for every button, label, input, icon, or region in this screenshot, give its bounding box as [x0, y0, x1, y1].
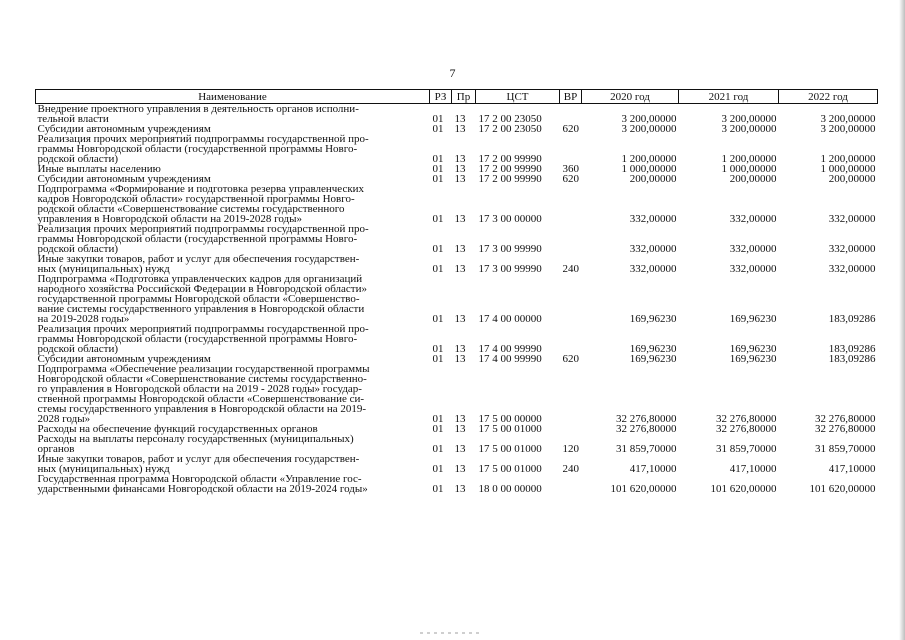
row-value-2021: 32 276,80000	[716, 423, 777, 435]
row-vr: 120	[562, 443, 579, 455]
header-vr: ВР	[560, 90, 582, 104]
table-row	[36, 434, 878, 454]
row-name-line: Реализация прочих мероприятий подпрограммы государственной про-	[37, 223, 369, 235]
row-rz: 01	[432, 423, 444, 435]
row-name-line: Реализация прочих мероприятий подпрограммы государственной про-	[37, 323, 369, 335]
row-cst: 17 2 00 99990	[478, 153, 542, 165]
row-value-2021: 200,00000	[729, 173, 777, 185]
row-name-line: родской области «Совершенствование системы государственного	[37, 203, 345, 215]
row-value-2022: 1 200,00000	[820, 153, 876, 165]
row-name-line: ных (муниципальных) нужд	[37, 263, 170, 275]
row-value-2020: 1 200,00000	[621, 153, 677, 165]
table-row	[36, 364, 878, 424]
row-cst: 17 5 00 01000	[478, 463, 542, 475]
row-name-line: государственной программы Новгородской области «Совершенство-	[37, 293, 360, 305]
row-name-line: Государственная программа Новгородской области «Управление гос-	[37, 473, 362, 485]
row-pr: 13	[454, 423, 466, 435]
row-cst: 18 0 00 00000	[478, 483, 542, 495]
header-pr: Пр	[452, 90, 476, 104]
row-value-2022: 3 200,00000	[820, 123, 876, 135]
row-value-2021: 169,96230	[729, 313, 777, 325]
row-value-2020: 3 200,00000	[621, 123, 677, 135]
row-name-line: Субсидии автономным учреждениям	[37, 173, 211, 185]
row-value-2022: 200,00000	[828, 173, 876, 185]
row-name-line: граммы Новгородской области (государственной программы Новго-	[37, 233, 358, 245]
row-value-2021: 3 200,00000	[721, 113, 777, 125]
table-header-row	[36, 90, 878, 104]
row-rz: 01	[432, 243, 444, 255]
row-cst: 17 2 00 23050	[478, 113, 542, 125]
row-cst: 17 3 00 00000	[478, 213, 542, 225]
table-row	[36, 274, 878, 324]
row-rz: 01	[432, 113, 444, 125]
row-pr: 13	[454, 353, 466, 365]
row-rz: 01	[432, 463, 444, 475]
row-vr: 620	[562, 173, 579, 185]
row-value-2021: 332,00000	[729, 263, 777, 275]
row-name-line: граммы Новгородской области (государственной программы Новго-	[37, 333, 358, 345]
row-value-2021: 32 276,80000	[716, 413, 777, 425]
row-value-2022: 31 859,70000	[815, 443, 876, 455]
row-pr: 13	[454, 163, 466, 175]
row-name-line: Иные закупки товаров, работ и услуг для обеспечения государствен-	[37, 253, 360, 265]
row-name	[36, 364, 430, 424]
row-rz: 01	[432, 153, 444, 165]
row-name	[36, 454, 430, 474]
row-name	[36, 274, 430, 324]
row-name	[36, 134, 430, 164]
header-name: Наименование	[36, 90, 430, 104]
row-cst: 17 4 00 00000	[478, 313, 542, 325]
row-rz: 01	[432, 173, 444, 185]
table-row	[36, 324, 878, 354]
row-pr: 13	[454, 123, 466, 135]
row-rz: 01	[432, 313, 444, 325]
scan-edge-shadow	[899, 0, 905, 640]
page-number: 7	[449, 66, 456, 80]
row-name	[36, 184, 430, 224]
row-name-line: стемы государственного управления в Новгородской области на 2019-	[37, 403, 367, 415]
header-2020: 2020 год	[582, 90, 679, 104]
row-value-2020: 1 000,00000	[621, 163, 677, 175]
row-value-2022: 417,10000	[828, 463, 876, 475]
header-rz: РЗ	[430, 90, 452, 104]
row-value-2021: 332,00000	[729, 243, 777, 255]
row-rz: 01	[432, 483, 444, 495]
row-name-line: Реализация прочих мероприятий подпрограммы государственной про-	[37, 133, 369, 145]
row-pr: 13	[454, 343, 466, 355]
row-pr: 13	[454, 483, 466, 495]
row-pr: 13	[454, 213, 466, 225]
row-name-line: кадров Новгородской области» государственной программы Новго-	[37, 193, 355, 205]
header-2021: 2021 год	[679, 90, 779, 104]
row-name-line: граммы Новгородской области (государственной программы Новго-	[37, 143, 358, 155]
row-value-2020: 169,96230	[629, 313, 677, 325]
row-pr: 13	[454, 113, 466, 125]
row-name-line: Иные закупки товаров, работ и услуг для обеспечения государствен-	[37, 453, 360, 465]
row-value-2022: 332,00000	[828, 243, 876, 255]
row-value-2021: 169,96230	[729, 353, 777, 365]
row-name-line: Подпрограмма «Обеспечение реализации государственной программы	[37, 363, 370, 375]
row-value-2020: 32 276,80000	[616, 413, 677, 425]
row-value-2020: 169,96230	[629, 343, 677, 355]
row-name-line: ственной программы Новгородской области «Совершенствование си-	[37, 393, 365, 405]
row-name-line: родской области)	[37, 243, 119, 255]
row-vr	[560, 104, 582, 125]
table-row	[36, 454, 878, 474]
row-cst: 17 3 00 99990	[478, 263, 542, 275]
row-value-2020: 101 620,00000	[610, 483, 677, 495]
row-name-line: Внедрение проектного управления в деятельность органов исполни-	[37, 103, 359, 115]
row-value-2020: 31 859,70000	[616, 443, 677, 455]
row-name	[36, 104, 430, 125]
row-cst: 17 5 00 01000	[478, 423, 542, 435]
row-vr	[560, 424, 582, 434]
row-cst: 17 5 00 01000	[478, 443, 542, 455]
row-value-2022: 183,09286	[828, 353, 876, 365]
row-value-2021: 417,10000	[729, 463, 777, 475]
row-value-2020: 200,00000	[629, 173, 677, 185]
table-row	[36, 474, 878, 494]
row-vr	[560, 224, 582, 254]
row-name	[36, 224, 430, 254]
row-value-2020: 332,00000	[629, 243, 677, 255]
table-row	[36, 104, 878, 125]
row-value-2022: 332,00000	[828, 213, 876, 225]
row-name-line: ударственными финансами Новгородской области на 2019-2024 годы»	[37, 483, 368, 495]
scan-artifact	[420, 632, 480, 634]
row-value-2020: 32 276,80000	[616, 423, 677, 435]
row-name-line: 2028 годы»	[37, 413, 91, 425]
row-name-line: Подпрограмма «Формирование и подготовка резерва управленческих	[37, 183, 365, 195]
row-vr: 360	[562, 163, 579, 175]
row-name	[36, 324, 430, 354]
row-value-2021: 101 620,00000	[710, 483, 777, 495]
row-value-2022: 332,00000	[828, 263, 876, 275]
row-name-line: тельной власти	[37, 113, 109, 125]
row-vr: 620	[562, 353, 579, 365]
row-cst: 17 2 00 99990	[478, 173, 542, 185]
row-value-2022: 3 200,00000	[820, 113, 876, 125]
row-pr: 13	[454, 463, 466, 475]
row-cst: 17 4 00 99990	[478, 343, 542, 355]
row-value-2021: 3 200,00000	[721, 123, 777, 135]
row-value-2021: 332,00000	[729, 213, 777, 225]
header-2022: 2022 год	[779, 90, 878, 104]
row-name-line: Новгородской области «Совершенствование системы государственно-	[37, 373, 367, 385]
row-value-2021: 31 859,70000	[716, 443, 777, 455]
row-value-2021: 1 000,00000	[721, 163, 777, 175]
row-rz: 01	[432, 123, 444, 135]
row-name-line: ных (муниципальных) нужд	[37, 463, 170, 475]
row-value-2022: 183,09286	[828, 313, 876, 325]
row-vr	[560, 364, 582, 424]
row-vr: 240	[562, 263, 579, 275]
row-cst: 17 3 00 99990	[478, 243, 542, 255]
row-value-2022: 32 276,80000	[815, 413, 876, 425]
row-vr: 620	[562, 123, 579, 135]
row-name-line: на 2019-2028 годы»	[37, 313, 130, 325]
row-value-2022: 183,09286	[828, 343, 876, 355]
row-vr	[560, 184, 582, 224]
table-row	[36, 224, 878, 254]
budget-table	[35, 89, 878, 494]
row-rz: 01	[432, 413, 444, 425]
table-row	[36, 254, 878, 274]
row-vr	[560, 274, 582, 324]
row-name-line: Расходы на выплаты персоналу государственных (муниципальных)	[37, 433, 354, 445]
row-cst: 17 2 00 99990	[478, 163, 542, 175]
row-value-2020: 332,00000	[629, 263, 677, 275]
row-rz: 01	[432, 343, 444, 355]
row-value-2021: 1 200,00000	[721, 153, 777, 165]
row-cst: 17 2 00 23050	[478, 123, 542, 135]
row-value-2022: 101 620,00000	[809, 483, 876, 495]
row-value-2020: 3 200,00000	[621, 113, 677, 125]
row-name-line: вание системы государственного управления в Новгородской области	[37, 303, 365, 315]
table-body	[36, 104, 878, 495]
row-name	[36, 434, 430, 454]
row-pr: 13	[454, 413, 466, 425]
row-name-line: родской области)	[37, 153, 119, 165]
table-row	[36, 184, 878, 224]
row-name	[36, 254, 430, 274]
row-rz: 01	[432, 443, 444, 455]
row-rz: 01	[432, 213, 444, 225]
row-name-line: органов	[37, 443, 75, 455]
row-pr: 13	[454, 243, 466, 255]
row-value-2021: 169,96230	[729, 343, 777, 355]
row-vr	[560, 324, 582, 354]
row-name	[36, 474, 430, 494]
row-value-2020: 169,96230	[629, 353, 677, 365]
row-name-line: Расходы на обеспечение функций государственных органов	[37, 423, 318, 435]
row-name-line: Субсидии автономным учреждениям	[37, 353, 211, 365]
row-name-line: Подпрограмма «Подготовка управленческих кадров для организаций	[37, 273, 363, 285]
row-value-2020: 332,00000	[629, 213, 677, 225]
row-pr: 13	[454, 263, 466, 275]
row-pr: 13	[454, 443, 466, 455]
row-rz: 01	[432, 353, 444, 365]
header-cst: ЦСТ	[476, 90, 560, 104]
row-value-2022: 32 276,80000	[815, 423, 876, 435]
row-rz: 01	[432, 263, 444, 275]
row-name-line: Субсидии автономным учреждениям	[37, 123, 211, 135]
row-cst: 17 5 00 00000	[478, 413, 542, 425]
row-vr	[560, 474, 582, 494]
row-vr	[560, 134, 582, 164]
row-name-line: народного хозяйства Российской Федерации в Новгородской области»	[37, 283, 368, 295]
row-vr: 240	[562, 463, 579, 475]
row-name-line: го управления в Новгородской области на 2019 - 2028 годы» государ-	[37, 383, 362, 395]
row-pr: 13	[454, 173, 466, 185]
row-value-2022: 1 000,00000	[820, 163, 876, 175]
row-name-line: управления в Новгородской области на 2019-2028 годы»	[37, 213, 303, 225]
table-row	[36, 134, 878, 164]
row-name-line: родской области)	[37, 343, 119, 355]
row-pr: 13	[454, 153, 466, 165]
row-pr: 13	[454, 313, 466, 325]
row-name-line: Иные выплаты населению	[37, 163, 161, 175]
row-cst: 17 4 00 99990	[478, 353, 542, 365]
row-value-2020: 417,10000	[629, 463, 677, 475]
row-rz: 01	[432, 163, 444, 175]
